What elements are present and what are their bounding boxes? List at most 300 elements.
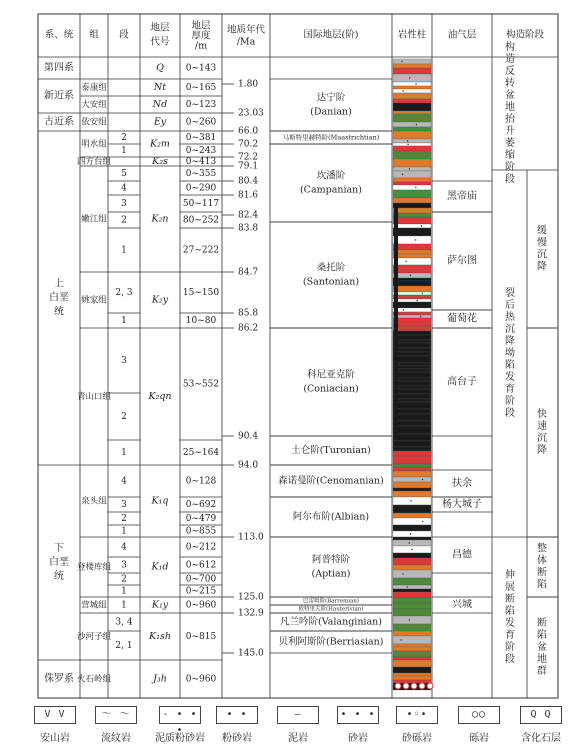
oil-layer-name: 杨大城子: [442, 499, 482, 510]
legend-item-sandstone: [325, 700, 391, 744]
grain-dot: [407, 140, 408, 141]
grain-dot: [408, 542, 409, 543]
member-label: 2: [121, 133, 127, 143]
thickness-value: 0~960: [185, 600, 217, 611]
lithology-band: [393, 570, 431, 578]
grain-dot: [415, 239, 416, 240]
thickness-value: 0~212: [185, 542, 217, 553]
stratum-code: Q: [156, 62, 164, 74]
header-age: /Ma: [236, 36, 256, 48]
conglomerate-pattern-icon: ◯◯: [458, 706, 500, 724]
group-label: 明水组: [81, 139, 107, 150]
vertical-char: 陷: [537, 579, 547, 591]
group-label: 沙河子组: [76, 632, 112, 642]
legend-item-siltstone: [204, 700, 270, 744]
lithology-band: [393, 340, 431, 343]
stage-name: 凡兰吟阶(Valanginian): [280, 616, 382, 628]
member-label: 1: [121, 146, 127, 156]
legend-label: 砂岩: [348, 733, 368, 744]
lithology-band: [393, 553, 431, 558]
system-label: 白垩: [49, 557, 69, 568]
oil-layer-name: 扶余: [452, 478, 472, 489]
lithology-band: [393, 151, 431, 159]
vertical-char: 陷: [505, 360, 515, 371]
vertical-char: 盆: [537, 642, 547, 653]
vertical-char: 后: [505, 300, 515, 311]
tectonic-substage: [537, 616, 547, 677]
age-value: 82.4: [238, 210, 259, 221]
header-code: 代号: [150, 36, 170, 48]
age-value: 145.0: [238, 648, 264, 659]
stage-name: 坎潘阶: [316, 170, 346, 182]
lithology-band: [393, 131, 431, 139]
member-label: 1: [121, 586, 127, 597]
grain-dot: [410, 275, 411, 276]
lithology-band: [393, 488, 431, 491]
header-group: 组: [89, 29, 99, 41]
lithology-band: [393, 299, 431, 302]
lithology-band: [393, 680, 431, 683]
vertical-char: 速: [537, 421, 547, 432]
legend-label: 砾岩: [469, 733, 489, 744]
lithology-band: [393, 258, 431, 265]
vertical-char: 陷: [505, 606, 515, 617]
lithology-band: [393, 518, 431, 525]
age-value: 94.0: [238, 460, 259, 471]
grain-dot: [401, 639, 402, 640]
grain-dot: [422, 293, 423, 294]
thickness-value: 0~143: [185, 63, 217, 74]
lithology-band: [393, 636, 431, 644]
lithology-band: [393, 660, 431, 667]
group-label: 营城组: [81, 600, 107, 611]
lithology-band: [393, 103, 431, 111]
lithology-band: [393, 447, 431, 451]
member-label: 3: [121, 500, 127, 510]
lithology-band: [393, 114, 431, 122]
thickness-value: 0~700: [185, 574, 217, 585]
lithology-band: [393, 122, 431, 127]
lithology-band: [393, 578, 431, 585]
lithology-band: [393, 537, 431, 540]
legend-label: 含化石层: [521, 733, 561, 744]
lithology-band: [393, 585, 431, 589]
oil-layer-name: 萨尔图: [447, 255, 477, 267]
system-label: 统: [54, 571, 64, 582]
group-label: 大安组: [81, 100, 107, 110]
lithology-band: [393, 394, 431, 399]
lithology-band: [393, 171, 431, 178]
lithology-band: [393, 565, 431, 570]
glutenite-pattern-icon: •◦•: [396, 706, 438, 724]
member-label: 1: [121, 316, 127, 326]
vertical-char: 整: [537, 543, 547, 555]
conglomerate-mark: [395, 683, 401, 689]
tectonic-substage: [537, 542, 547, 591]
lithology-band: [393, 250, 431, 254]
lithology-band: [393, 386, 431, 389]
legend-item-mudstone: [265, 700, 331, 744]
muddy-siltstone-pattern-icon: - • • •: [159, 706, 201, 724]
grain-dot: [402, 573, 403, 574]
stage-name: 桑托阶: [316, 262, 346, 274]
group-label: 登楼库组: [76, 562, 112, 573]
grain-dot: [416, 300, 417, 301]
lithology-band: [393, 86, 431, 89]
grain-dot: [407, 144, 408, 145]
tectonic-stage: [505, 40, 516, 185]
age-value: 83.8: [238, 223, 259, 234]
lithology-band: [393, 673, 431, 676]
vertical-char: 降: [537, 261, 547, 273]
member-label: 1: [121, 526, 127, 537]
lithology-band: [393, 315, 431, 318]
grain-dot: [406, 586, 407, 587]
legend-label: 泥质粉砂岩: [155, 733, 205, 744]
lithology-band: [393, 236, 431, 244]
system-label: 下: [54, 543, 64, 554]
stage-name: 土仑阶(Turonian): [291, 445, 371, 456]
system-label: 白垩: [49, 292, 69, 304]
vertical-char: 热: [505, 312, 515, 323]
lithology-band: [393, 278, 431, 281]
lithology-band: [393, 326, 431, 331]
member-label: 2: [121, 215, 127, 226]
lithology-band: [393, 302, 431, 308]
stratum-code: Nd: [152, 99, 168, 110]
lithology-band: [393, 348, 431, 352]
vertical-char: 育: [505, 384, 515, 395]
vertical-char: 升: [505, 126, 515, 137]
age-value: 132.9: [238, 608, 264, 619]
stage-name: 欧特里夫阶(Hauterivian): [298, 606, 364, 613]
lithology-band: [393, 331, 431, 335]
stratum-code: K₂qn: [148, 391, 172, 402]
oil-layer-name: 葡萄花: [447, 313, 477, 325]
thickness-value: 0~165: [185, 83, 217, 93]
lithology-band: [393, 254, 431, 258]
system-label: 新近系: [44, 90, 74, 102]
legend-item-fossil-layer: [508, 700, 574, 744]
vertical-char: 阶: [505, 642, 515, 653]
header-thickness: /m: [194, 40, 208, 52]
age-value: 84.7: [238, 267, 259, 278]
lithology-band: [393, 647, 431, 651]
thickness-value: 53~552: [182, 379, 220, 390]
stage-name: 马斯特里赫特阶(Maastrichtian): [282, 133, 380, 142]
lithology-band: [393, 421, 431, 426]
lithology-band: [393, 244, 431, 250]
legend-label: 粉砂岩: [222, 733, 252, 744]
thickness-value: 0~243: [185, 146, 217, 156]
vertical-char: 反: [505, 66, 515, 77]
vertical-char: 坳: [505, 348, 515, 359]
lithology-band: [393, 378, 431, 381]
lithology-band: [393, 208, 431, 213]
age-value: 85.8: [238, 308, 259, 319]
header-thickness: 地层: [191, 20, 211, 32]
vertical-char: 沉: [537, 249, 547, 261]
lithology-band: [393, 312, 431, 315]
age-value: 72.2: [238, 152, 259, 163]
lithology-band: [393, 497, 431, 505]
member-label: 1: [121, 245, 127, 256]
sandstone-pattern-icon: • • •: [337, 706, 379, 724]
vertical-char: 沉: [505, 324, 515, 335]
grain-dot: [422, 521, 423, 522]
lithology-band: [393, 491, 431, 497]
group-label: 四方台组: [76, 157, 112, 167]
stage-name-en: (Campanian): [299, 184, 363, 196]
age-value: 70.2: [238, 139, 259, 150]
tectonic-substage: [537, 224, 547, 273]
legend-label: 泥岩: [288, 733, 308, 744]
member-label: 2, 1: [115, 641, 133, 651]
lithology-band: [393, 676, 431, 680]
grain-dot: [405, 261, 406, 262]
lithology-band: [393, 589, 431, 592]
lithology-band: [393, 74, 431, 82]
lithology-band: [393, 451, 431, 456]
legend-item-rhyolite: [83, 700, 149, 744]
lithology-band: [393, 127, 431, 131]
legend-label: 流纹岩: [101, 733, 131, 744]
legend-item-glutenite: [384, 700, 450, 744]
system-label: 统: [54, 306, 64, 318]
member-label: 3: [121, 560, 127, 571]
lithology-band: [393, 159, 431, 167]
group-label: 嫩江组: [81, 214, 107, 225]
lithology-band: [393, 68, 431, 74]
thickness-value: 0~215: [185, 586, 217, 597]
lithology-band: [393, 292, 431, 295]
lithology-band: [393, 286, 431, 292]
lithology-band: [393, 82, 431, 86]
oil-layer-name: 高台子: [447, 376, 477, 388]
lithology-band: [393, 592, 431, 598]
lithology-band: [393, 308, 431, 312]
lithology-band: [393, 363, 431, 366]
stratum-code: Nt: [153, 82, 167, 93]
lithology-legend: [0, 700, 582, 743]
vertical-char: 地: [505, 102, 515, 113]
lithology-band: [393, 631, 431, 636]
member-label: 1: [121, 600, 127, 611]
lithology-band: [393, 525, 431, 531]
header-code: 地层: [150, 22, 170, 34]
stratum-code: K₁y: [151, 599, 169, 611]
thickness-value: 50~117: [182, 199, 220, 209]
age-value: 1.80: [238, 79, 259, 90]
lithology-band: [393, 369, 431, 372]
lithology-band: [393, 389, 431, 394]
lithology-band: [393, 281, 431, 286]
lithology-band: [393, 426, 431, 434]
lithology-band: [393, 203, 431, 208]
stage-name: 阿普特阶: [311, 554, 351, 566]
grain-dot: [402, 90, 403, 91]
grain-dot: [420, 316, 421, 317]
lithology-band: [393, 456, 431, 464]
stratum-code: K₁q: [151, 495, 169, 507]
log-strip: [394, 205, 398, 440]
stratum-code: K₂n: [151, 213, 169, 225]
lithology-band: [393, 471, 431, 477]
lithology-band: [393, 185, 431, 190]
vertical-char: 降: [537, 445, 547, 456]
system-label: 侏罗系: [44, 673, 74, 685]
grain-dot: [403, 309, 404, 310]
group-label: 青山口组: [76, 392, 112, 402]
member-label: 2: [121, 412, 127, 422]
lithology-band: [393, 182, 431, 185]
vertical-char: 陷: [537, 630, 547, 641]
lithology-band: [393, 414, 431, 421]
member-label: 2: [121, 574, 127, 585]
grain-dot: [409, 168, 410, 169]
lithology-band: [393, 111, 431, 114]
group-label: 姚家组: [81, 295, 107, 306]
lithology-band: [393, 343, 431, 348]
vertical-char: 降: [505, 336, 515, 347]
lithology-band: [393, 651, 431, 657]
stage-name-en: (Santonian): [302, 276, 360, 288]
grain-dot: [410, 500, 411, 501]
vertical-char: 抬: [505, 114, 515, 125]
grain-dot: [421, 225, 422, 226]
lithology-band: [393, 667, 431, 673]
lithology-band: [393, 143, 431, 146]
thickness-value: 0~612: [185, 560, 217, 571]
lithology-band: [393, 482, 431, 488]
thickness-value: 10~80: [185, 316, 217, 326]
stratum-code: K₁d: [151, 561, 169, 573]
grain-dot: [416, 124, 417, 125]
stage-name: 达宁阶: [316, 92, 346, 104]
vertical-char: 育: [505, 630, 515, 641]
grain-dot: [411, 549, 412, 550]
rhyolite-pattern-icon: ～ ～: [95, 706, 137, 724]
member-label: 4: [121, 542, 127, 553]
lithology-band: [393, 513, 431, 518]
conglomerate-mark: [427, 683, 433, 689]
vertical-char: 缩: [505, 150, 515, 161]
age-value: 79.1: [238, 161, 259, 172]
lithology-band: [393, 356, 431, 363]
table-frame: [38, 14, 558, 698]
header-age: 地质年代: [226, 24, 266, 36]
lithology-band: [393, 59, 431, 64]
lithology-band: [393, 265, 431, 273]
stratum-code: K₂y: [151, 294, 169, 306]
vertical-char: 缓: [537, 225, 547, 237]
oil-layer-name: 黑帝庙: [447, 191, 477, 202]
lithology-band: [393, 402, 431, 409]
lithology-band: [393, 217, 431, 224]
lithology-band: [393, 335, 431, 340]
lithology-band: [393, 624, 431, 631]
group-label: 泰康组: [81, 83, 107, 93]
vertical-char: 裂: [505, 288, 515, 299]
stage-name: 贝利阿斯阶(Berriasian): [278, 636, 384, 648]
thickness-value: 0~355: [185, 169, 217, 179]
thickness-value: 0~413: [185, 157, 217, 167]
stage-name: 阿尔布阶(Albian): [292, 511, 370, 523]
stage-name: 科尼亚克阶: [307, 369, 355, 381]
conglomerate-mark: [419, 683, 425, 689]
system-label: 第四系: [44, 62, 74, 74]
tectonic-stage: [505, 568, 515, 665]
stage-name: 巴雷姆阶(Barremian): [303, 598, 359, 605]
member-label: 4: [121, 183, 127, 194]
lithology-band: [393, 190, 431, 198]
vertical-char: 发: [505, 618, 515, 629]
legend-item-andesite: [22, 700, 88, 744]
header-lithology: 岩性柱: [397, 29, 427, 41]
stratum-code: Ey: [153, 116, 167, 128]
grain-dot: [422, 479, 423, 480]
lithology-band: [393, 178, 431, 182]
lithology-band: [393, 318, 431, 326]
lithology-band: [393, 89, 431, 93]
oil-layer-name: 兴城: [452, 599, 472, 611]
vertical-char: 发: [505, 372, 515, 383]
grain-dot: [415, 83, 416, 84]
vertical-char: 群: [537, 666, 547, 677]
vertical-char: 沉: [537, 433, 547, 444]
lithology-band: [393, 505, 431, 513]
system-label: 上: [54, 278, 64, 290]
header-system: 系、统: [44, 29, 74, 41]
conglomerate-mark: [411, 683, 417, 689]
thickness-value: 80~252: [182, 215, 220, 226]
legend-label: 砂砾岩: [402, 733, 432, 744]
vertical-char: 断: [537, 618, 547, 629]
age-value: 125.0: [238, 592, 264, 603]
lithology-band: [393, 99, 431, 103]
lithology-band: [393, 467, 431, 471]
header-oil_layer: 油气层: [447, 29, 477, 41]
lithology-band: [393, 228, 431, 236]
grain-dot: [409, 619, 410, 620]
lithology-band: [393, 603, 431, 609]
grain-dot: [409, 77, 410, 78]
thickness-value: 0~290: [185, 183, 217, 194]
vertical-char: 伸: [505, 570, 515, 581]
lithology-band: [393, 198, 431, 203]
age-value: 23.03: [238, 108, 264, 119]
legend-label: 安山岩: [40, 733, 70, 744]
member-label: 3: [121, 199, 127, 209]
lithology-band: [393, 441, 431, 447]
vertical-char: 段: [505, 654, 515, 665]
lithology-band: [393, 146, 431, 151]
thickness-value: 0~815: [185, 632, 217, 642]
stage-name-en: (Coniacian): [303, 383, 359, 395]
vertical-char: 地: [537, 654, 547, 665]
lithology-band: [393, 366, 431, 369]
thickness-value: 0~260: [185, 117, 217, 128]
age-value: 86.2: [238, 323, 259, 334]
member-label: 5: [121, 169, 127, 179]
lithology-band: [393, 64, 431, 68]
vertical-char: 快: [537, 409, 547, 420]
lithology-band: [393, 295, 431, 299]
lithology-band: [393, 399, 431, 402]
header-member: 段: [119, 29, 129, 41]
header-tectonic: 构造阶段: [505, 29, 545, 41]
lithology-band: [393, 477, 431, 482]
